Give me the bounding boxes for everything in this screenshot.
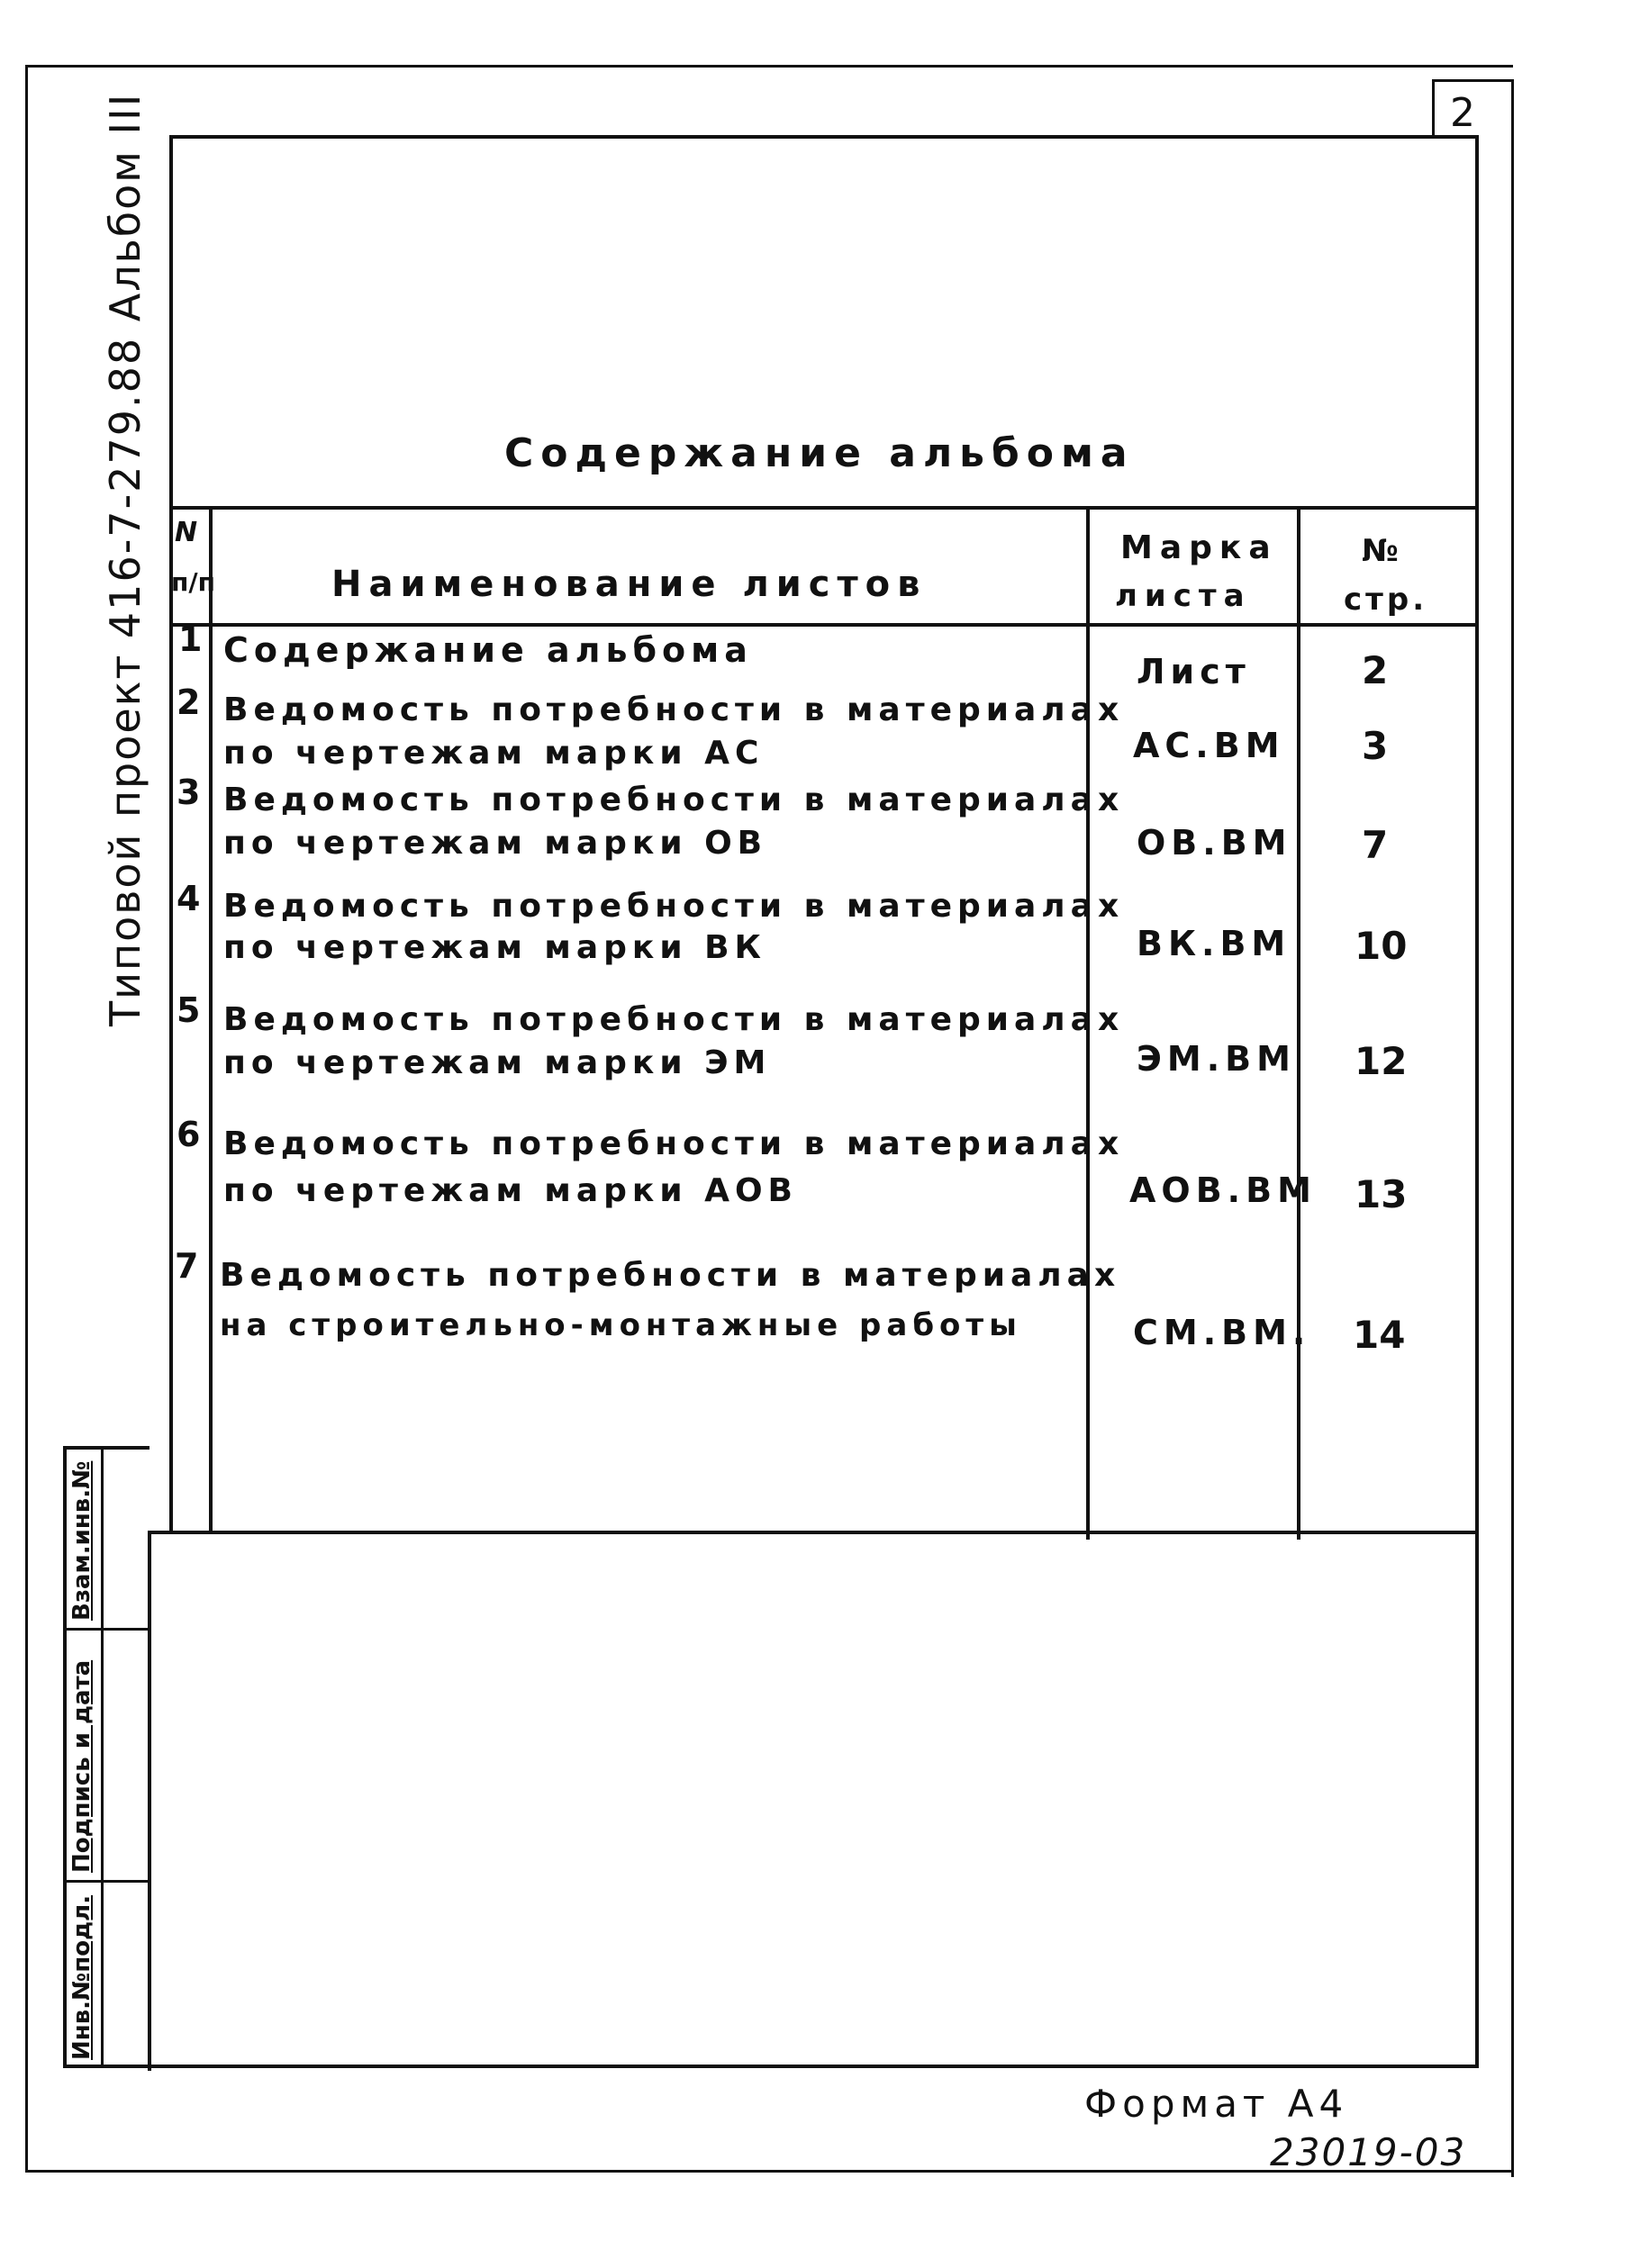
row-2-page: 3 <box>1362 724 1389 768</box>
page-number: 2 <box>1450 90 1475 136</box>
header-num-1: N <box>175 517 198 548</box>
sheet-border-top <box>25 65 1513 68</box>
row-3-name-line-1: Ведомость потребности в материалах <box>223 782 1125 818</box>
doc-number: 23019-03 <box>1270 2130 1467 2174</box>
stamp-inv-podl: Инв.№подл. <box>68 1894 95 2060</box>
row-5-num: 5 <box>177 990 201 1030</box>
row-3-mark: ОВ.ВМ <box>1137 823 1292 863</box>
row-6-mark: АОВ.ВМ <box>1129 1170 1317 1210</box>
row-2-name-line-2: по чертежам марки АС <box>223 735 765 772</box>
frame-right <box>1475 135 1479 2066</box>
row-2-mark: АС.ВМ <box>1133 726 1285 765</box>
row-5-page: 12 <box>1355 1039 1408 1083</box>
row-7-page: 14 <box>1353 1313 1406 1357</box>
row-3-num: 3 <box>177 773 201 812</box>
row-1-name-line-1: Содержание альбома <box>223 630 753 670</box>
frame-top <box>169 135 1479 139</box>
header-page-2: стр. <box>1344 582 1428 618</box>
stamp-top-line <box>63 1446 150 1450</box>
row-2-name-line-1: Ведомость потребности в материалах <box>223 691 1125 728</box>
row-5-name-line-1: Ведомость потребности в материалах <box>223 1001 1125 1038</box>
row-2-num: 2 <box>177 682 201 722</box>
stamp-mid-line <box>101 1446 104 2067</box>
row-4-name-line-2: по чертежам марки ВК <box>223 929 766 966</box>
row-7-name-line-2: на строительно-монтажные работы <box>220 1307 1022 1343</box>
row-7-name-line-1: Ведомость потребности в материалах <box>220 1257 1121 1294</box>
stamp-vzam-inv: Взам.инв.№ <box>68 1460 95 1621</box>
stamp-podpis-data: Подпись и дата <box>68 1659 95 1873</box>
row-6-name-line-1: Ведомость потребности в материалах <box>223 1125 1125 1162</box>
stamp-bottom-line <box>63 2065 150 2068</box>
row-1-num: 1 <box>178 619 203 659</box>
row-3-name-line-2: по чертежам марки ОВ <box>223 825 768 862</box>
table-bottom-line <box>148 1531 1479 1534</box>
row-6-page: 13 <box>1355 1172 1408 1216</box>
table-top-line <box>169 506 1479 510</box>
stamp-sep-1 <box>63 1628 150 1631</box>
row-3-page: 7 <box>1362 823 1389 867</box>
row-4-name-line-1: Ведомость потребности в материалах <box>223 888 1125 925</box>
row-6-name-line-2: по чертежам марки АОВ <box>223 1172 798 1209</box>
page-number-box-left <box>1432 79 1435 137</box>
row-4-page: 10 <box>1355 924 1408 968</box>
row-1-mark: Лист <box>1137 652 1251 691</box>
row-1-page: 2 <box>1362 648 1389 692</box>
format-label: Формат А4 <box>1084 2082 1349 2126</box>
sheet-border-left <box>25 65 28 2172</box>
page-title: Содержание альбома <box>504 430 1135 476</box>
side-title: Типовой проект 416-7-279.88 Альбом III <box>101 92 150 1026</box>
stamp-sep-2 <box>63 1880 150 1883</box>
table-header-line <box>169 623 1479 627</box>
row-4-mark: ВК.ВМ <box>1137 924 1291 963</box>
row-5-name-line-2: по чертежам марки ЭМ <box>223 1044 772 1081</box>
row-4-num: 4 <box>177 879 201 918</box>
frame-left-lower <box>148 1531 151 2071</box>
header-num-2: п/п <box>171 567 215 597</box>
frame-bottom <box>148 2065 1479 2068</box>
frame-left <box>169 135 173 1531</box>
header-mark-1: Марка <box>1120 529 1278 566</box>
col-divider-page <box>1297 506 1300 1540</box>
header-mark-2: листа <box>1115 578 1252 614</box>
page-number-box-top <box>1432 79 1513 82</box>
col-divider-num <box>209 506 213 1532</box>
row-5-mark: ЭМ.ВМ <box>1137 1039 1296 1079</box>
row-7-mark: СМ.ВМ. <box>1133 1313 1311 1352</box>
row-7-num: 7 <box>175 1246 199 1286</box>
header-page-1: № <box>1362 533 1399 569</box>
row-6-num: 6 <box>177 1115 201 1154</box>
header-name: Наименование листов <box>331 564 928 605</box>
stamp-left-line <box>63 1446 67 2067</box>
sheet-border-right <box>1511 79 1514 2177</box>
